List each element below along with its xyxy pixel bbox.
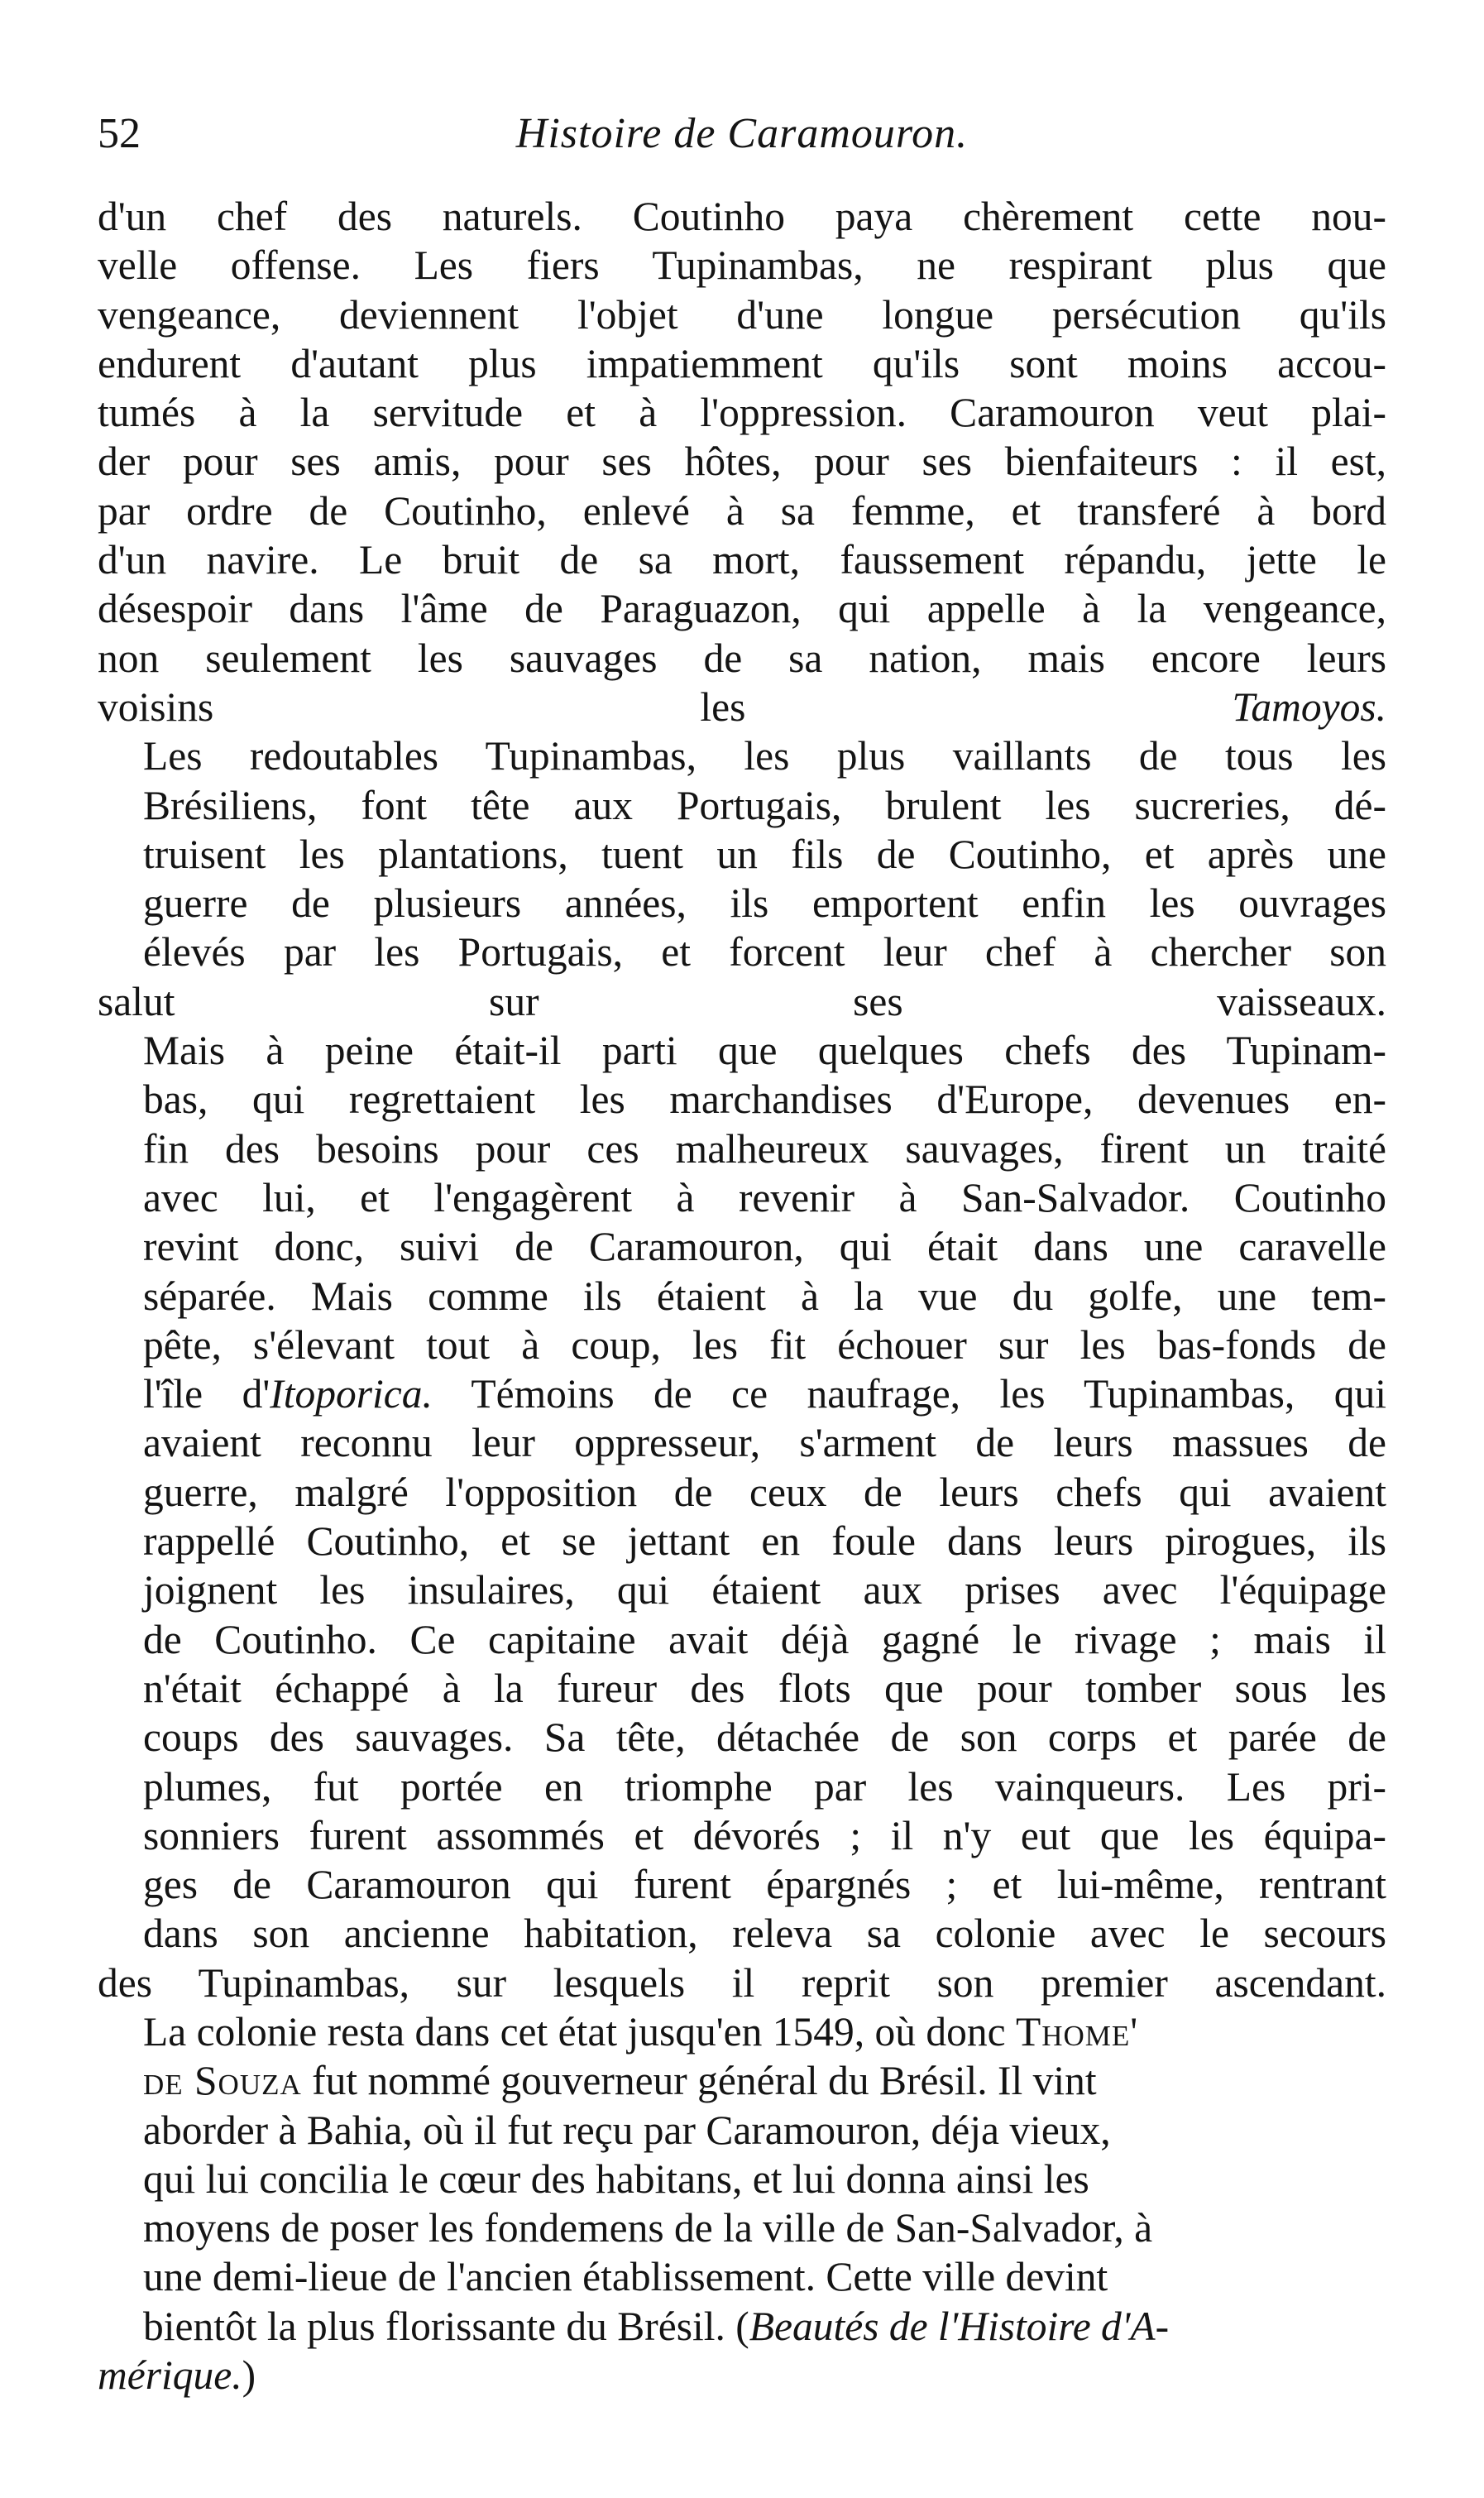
- paragraph-4: [98, 2007, 1386, 2400]
- text-line: velle offense. Les fiers Tupinambas, ne respirant plus que: [98, 242, 1386, 289]
- text-line-final: des Tupinambas, sur lesquels il reprit son premier ascendant.: [98, 1959, 1386, 2006]
- text-line: n'était échappé à la fureur des flots que pour tomber sous les: [143, 1665, 1386, 1711]
- text-line: sonniers furent assommés et dévorés ; il n'y eut que les équipa-: [143, 1812, 1386, 1858]
- text-line: d'un navire. Le bruit de sa mort, faussement répandu, jette le: [98, 537, 1386, 583]
- text-line: élevés par les Portugais, et forcent leur chef à chercher son: [143, 929, 1386, 976]
- text-line: endurent d'autant plus impatiemment qu'ils sont moins accou-: [98, 340, 1386, 386]
- page-number: 52: [98, 110, 141, 157]
- text-line: vengeance, deviennent l'objet d'une longue persécution qu'ils: [98, 291, 1386, 338]
- body-text: [98, 192, 1386, 2400]
- text-line: Brésiliens, font tête aux Portugais, brulent les sucreries, dé-: [143, 782, 1386, 828]
- italic-citation: mérique.: [98, 2352, 242, 2399]
- text-fragment: La colonie resta dans cet état jusqu'en 1549, où donc: [143, 2008, 1016, 2054]
- text-line: dans son ancienne habitation, releva sa colonie avec le secours: [143, 1911, 1386, 1957]
- text-line: moyens de poser les fondemens de la ville de San-Salvador, à: [143, 2205, 1153, 2251]
- text-line: revint donc, suivi de Caramouron, qui était dans une caravelle: [143, 1224, 1386, 1270]
- page-header: [98, 101, 1386, 167]
- paragraph-3: [98, 1026, 1386, 2007]
- small-caps-name: de Souza: [143, 2058, 302, 2104]
- text-fragment: fut nommé gouverneur général du Brésil. Il vint: [301, 2058, 1097, 2104]
- text-line: avaient reconnu leur oppresseur, s'arment de leurs massues de: [143, 1420, 1386, 1466]
- text-line: aborder à Bahia, où il fut reçu par Caramouron, déja vieux,: [143, 2107, 1111, 2153]
- text-line: [98, 2056, 1386, 2105]
- text-line: truisent les plantations, tuent un fils de Coutinho, et après une: [143, 831, 1386, 877]
- text-line: [98, 2302, 1386, 2351]
- text-line: d'un chef des naturels. Coutinho paya chèrement cette nou-: [98, 194, 1386, 239]
- text-line: plumes, fut portée en triomphe par les vainqueurs. Les pri-: [143, 1763, 1386, 1810]
- text-line-final: salut sur ses vaisseaux.: [98, 978, 1386, 1024]
- text-line: guerre, malgré l'opposition de ceux de leurs chefs qui avaient: [143, 1469, 1386, 1515]
- text-fragment: bientôt la plus florissante du Brésil. (: [143, 2303, 749, 2349]
- text-line: qui lui concilia le cœur des habitans, et lui donna ainsi les: [143, 2155, 1089, 2202]
- text-fragment: Témoins de ce naufrage, les Tupinambas, qui: [432, 1371, 1386, 1417]
- text-line: fin des besoins pour ces malheureux sauvages, firent un traité: [143, 1125, 1386, 1172]
- text-line: de Coutinho. Ce capitaine avait déjà gagné le rivage ; mais il: [143, 1616, 1386, 1662]
- text-line: coups des sauvages. Sa tête, détachée de son corps et parée de: [143, 1714, 1386, 1761]
- text-line: guerre de plusieurs années, ils emportent enfin les ouvrages: [143, 880, 1386, 927]
- text-line: Les redoutables Tupinambas, les plus vaillants de tous les: [143, 733, 1386, 779]
- text-line: tumés à la servitude et à l'oppression. Caramouron veut plai-: [98, 390, 1386, 436]
- text-line: joignent les insulaires, qui étaient aux prises avec l'équipage: [143, 1567, 1386, 1613]
- text-fragment: voisins les: [98, 683, 1233, 730]
- text-fragment: ): [242, 2352, 256, 2399]
- text-line: par ordre de Coutinho, enlevé à sa femme, et transferé à bord: [98, 487, 1386, 534]
- paragraph-1: [98, 192, 1386, 731]
- text-line: pête, s'élevant tout à coup, les fit échouer sur les bas-fonds de: [143, 1321, 1386, 1368]
- text-fragment: l'île d': [143, 1371, 270, 1417]
- text-line: bas, qui regrettaient les marchandises d'Europe, devenues en-: [143, 1076, 1386, 1123]
- text-line: avec lui, et l'engagèrent à revenir à San-Salvador. Coutinho: [143, 1174, 1386, 1220]
- text-line: désespoir dans l'âme de Paraguazon, qui appelle à la vengeance,: [98, 586, 1386, 632]
- running-title: Histoire de Caramouron.: [515, 110, 969, 157]
- text-line: non seulement les sauvages de sa nation, mais encore leurs: [98, 635, 1386, 681]
- text-line: Mais à peine était-il parti que quelques chefs des Tupinam-: [143, 1028, 1386, 1074]
- text-line: [98, 1369, 1386, 1418]
- italic-name: Tamoyos.: [1232, 683, 1386, 730]
- text-line-final: [98, 684, 1386, 730]
- text-line: [98, 2007, 1386, 2056]
- small-caps-name: Thome': [1015, 2008, 1139, 2054]
- paragraph-2: [98, 731, 1386, 1026]
- text-line: der pour ses amis, pour ses hôtes, pour ses bienfaiteurs : il est,: [98, 439, 1386, 485]
- italic-name: Itoporica.: [270, 1371, 433, 1417]
- text-line-final: [98, 2352, 256, 2398]
- text-line: une demi-lieue de l'ancien établissement. Cette ville devint: [143, 2254, 1108, 2300]
- text-line: ges de Caramouron qui furent épargnés ; et lui-même, rentrant: [143, 1862, 1386, 1908]
- text-line: rappellé Coutinho, et se jettant en foule dans leurs pirogues, ils: [143, 1518, 1386, 1565]
- italic-citation: Beautés de l'Histoire d'A-: [749, 2303, 1170, 2349]
- text-line: séparée. Mais comme ils étaient à la vue du golfe, une tem-: [143, 1273, 1386, 1319]
